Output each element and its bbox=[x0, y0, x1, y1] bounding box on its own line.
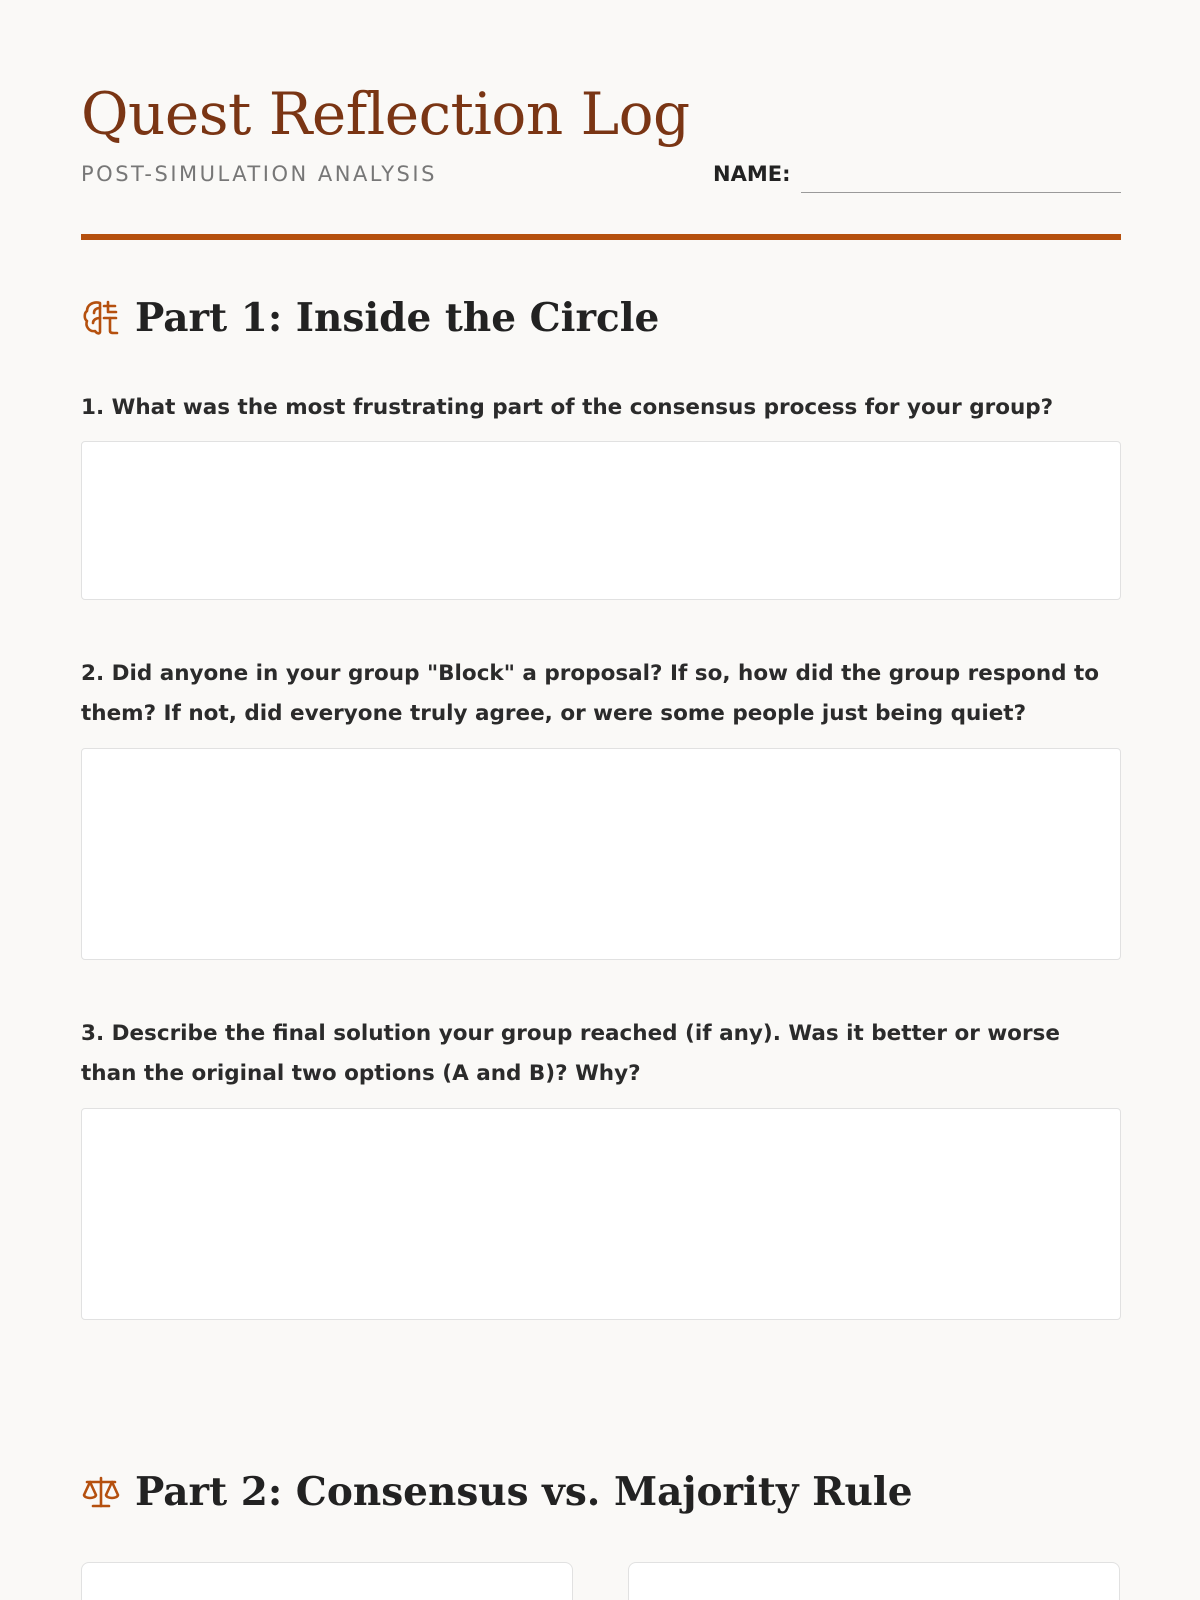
page-title: Quest Reflection Log bbox=[81, 80, 690, 148]
answer-3-textarea[interactable] bbox=[81, 1108, 1121, 1320]
answer-1-textarea[interactable] bbox=[81, 441, 1121, 600]
worksheet-page bbox=[81, 0, 1121, 1600]
section-part2-title: Part 2: Consensus vs. Majority Rule bbox=[135, 1469, 913, 1515]
name-label: NAME: bbox=[713, 162, 791, 186]
scale-balance-icon bbox=[81, 1472, 121, 1512]
brain-icon bbox=[81, 298, 121, 338]
page-subtitle: POST-SIMULATION ANALYSIS bbox=[81, 162, 437, 186]
answer-2-textarea[interactable] bbox=[81, 748, 1121, 960]
comparison-card-right bbox=[628, 1562, 1120, 1600]
comparison-card-left bbox=[81, 1562, 573, 1600]
name-input[interactable] bbox=[801, 168, 1121, 193]
question-3: 3. Describe the final solution your group reached (if any). Was it better or worse than the original two options (A and B)? Why? bbox=[81, 1021, 1060, 1086]
section-part1-header bbox=[81, 292, 659, 344]
question-1: 1. What was the most frustrating part of the consensus process for your group? bbox=[81, 395, 1054, 420]
section-part2-header bbox=[81, 1466, 913, 1518]
header-divider bbox=[81, 234, 1121, 240]
section-part1-title: Part 1: Inside the Circle bbox=[135, 295, 660, 341]
question-2: 2. Did anyone in your group "Block" a proposal? If so, how did the group respond to them? If not, did everyone truly agree, or were some people just being quiet? bbox=[81, 661, 1100, 726]
